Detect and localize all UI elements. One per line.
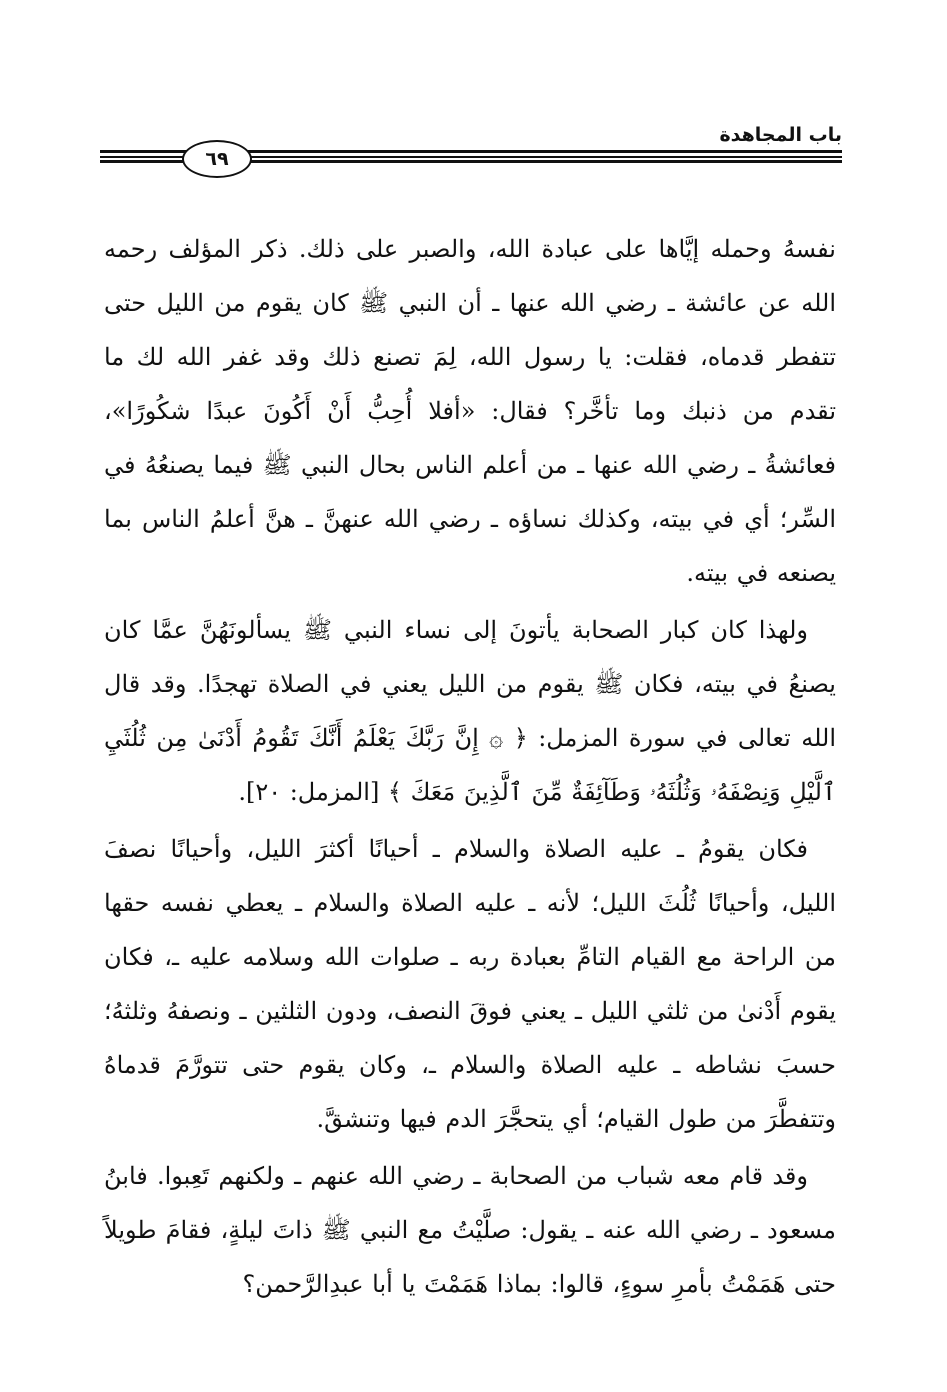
page-header: [100, 118, 842, 182]
chapter-title: باب المجاهدة: [719, 124, 842, 146]
paragraph: وقد قام معه شباب من الصحابة ـ رضي الله عنهم ـ ولكنهم تَعِبوا. فابنُ مسعود ـ رضي الله عنه ـ يقول: صلَّيْتُ مع النبي ﷺ ذاتَ ليلةٍ، فقامَ طويلاً حتى هَمَمْتُ بأمرِ سوءٍ، قالوا: بماذا هَمَمْتَ يا أبا عبدِالرَّحمن؟: [104, 1162, 836, 1298]
paragraph: نفسهُ وحمله إيَّاها على عبادة الله، والصبر على ذلك. ذكر المؤلف رحمه الله عن عائشة ـ رضي الله عنها ـ أن النبي ﷺ كان يقوم من الليل حتى تتفطر قدماه، فقلت: يا رسول الله، لِمَ تصنع ذلك وقد غفر الله لك ما تقدم من ذنبك وما تأخَّر؟ فقال: «أفلا أُحِبُّ أَنْ أَكُونَ عبدًا شكُورًا»، فعائشةُ ـ رضي الله عنها ـ من أعلم الناس بحال النبي ﷺ فيما يصنعُهُ في السِّر؛ أي في بيته، وكذلك نساؤه ـ رضي الله عنهنَّ ـ هنَّ أعلمُ الناس بما يصنعه في بيته.: [104, 235, 836, 587]
paragraph: فكان يقومُ ـ عليه الصلاة والسلام ـ أحيانًا أكثرَ الليل، وأحيانًا نصفَ الليل، وأحيانًا ثُلُثَ الليل؛ لأنه ـ عليه الصلاة والسلام ـ يعطي نفسه حقها من الراحة مع القيام التامِّ بعبادة ربه ـ صلوات الله وسلامه عليه ـ، فكان يقوم أَدْنىٰ من ثلثي الليل ـ يعني فوقَ النصف، ودون الثلثين ـ ونصفهُ وثلثهُ؛ حسبَ نشاطه ـ عليه الصلاة والسلام ـ، وكان يقوم حتى تتورَّمَ قدماهُ وتتفطَّرَ من طول القيام؛ أي يتحجَّرَ الدم فيها وتنشقَّ.: [104, 835, 836, 1133]
body-text: [104, 222, 836, 1311]
paragraph: ولهذا كان كبار الصحابة يأتونَ إلى نساء النبي ﷺ يسألونَهُنَّ عمَّا كان يصنعُ في بيته، فكان ﷺ يقوم من الليل يعني في الصلاة تهجدًا. وقد قال الله تعالى في سورة المزمل: ﴿ ۞ إِنَّ رَبَّكَ يَعْلَمُ أَنَّكَ تَقُومُ أَدْنَىٰ مِن ثُلُثَيِ ٱلَّيْلِ وَنِصْفَهُۥ وَثُلُثَهُۥ وَطَآئِفَةٌ مِّنَ ٱلَّذِينَ مَعَكَ ﴾ [المزمل: ٢٠].: [104, 616, 836, 806]
page-number: ٦٩: [182, 140, 252, 178]
